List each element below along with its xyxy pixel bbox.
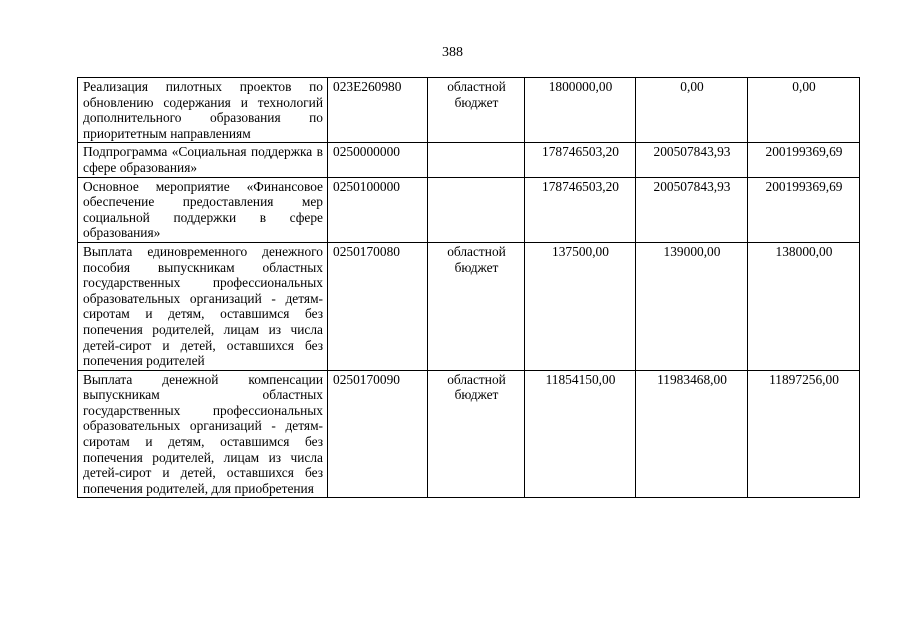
row-source-cell: областной бюджет [428, 78, 525, 143]
row-value-3-cell: 0,00 [748, 78, 860, 143]
row-value-1-cell: 137500,00 [525, 242, 636, 370]
row-source-cell [428, 177, 525, 242]
row-code-cell: 023E260980 [328, 78, 428, 143]
row-name-cell: Реализация пилотных проектов по обновлению содержания и технологий дополнительного образования по приоритетным направлениям [78, 78, 328, 143]
table-row [78, 143, 860, 177]
row-code-cell: 0250100000 [328, 177, 428, 242]
row-name-cell: Подпрограмма «Социальная поддержка в сфере образования» [78, 143, 328, 177]
row-code-cell: 0250170090 [328, 370, 428, 498]
row-value-2-cell: 200507843,93 [636, 177, 748, 242]
row-name-cell: Основное мероприятие «Финансовое обеспечение предоставления мер социальной поддержки в сфере образования» [78, 177, 328, 242]
row-name-cell: Выплата единовременного денежного пособия выпускникам областных государственных профессиональных образовательных организаций - детям-сиротам и детям, оставшимся без попечения родителей, лицам из числа детей-сирот и детей, оставшихся без попечения родителей [78, 242, 328, 370]
row-source-cell [428, 143, 525, 177]
table-row [78, 78, 860, 143]
page-number: 388 [442, 45, 463, 60]
row-value-2-cell: 11983468,00 [636, 370, 748, 498]
row-value-3-cell: 11897256,00 [748, 370, 860, 498]
row-source-cell: областной бюджет [428, 242, 525, 370]
row-value-2-cell: 139000,00 [636, 242, 748, 370]
table-row [78, 177, 860, 242]
row-value-1-cell: 1800000,00 [525, 78, 636, 143]
row-name-cell: Выплата денежной компенсации выпускникам областных государственных профессиональных образовательных организаций - детям-сиротам и детям, оставшимся без попечения родителей, лицам из числа детей-сирот и детей, оставшихся без попечения родителей, для приобретения [78, 370, 328, 498]
budget-table [77, 77, 860, 498]
row-source-cell: областной бюджет [428, 370, 525, 498]
row-value-2-cell: 200507843,93 [636, 143, 748, 177]
row-value-3-cell: 138000,00 [748, 242, 860, 370]
row-value-3-cell: 200199369,69 [748, 143, 860, 177]
row-value-1-cell: 178746503,20 [525, 177, 636, 242]
row-value-3-cell: 200199369,69 [748, 177, 860, 242]
row-value-1-cell: 11854150,00 [525, 370, 636, 498]
row-code-cell: 0250000000 [328, 143, 428, 177]
row-code-cell: 0250170080 [328, 242, 428, 370]
row-value-2-cell: 0,00 [636, 78, 748, 143]
table-row [78, 242, 860, 370]
row-value-1-cell: 178746503,20 [525, 143, 636, 177]
table-row [78, 370, 860, 498]
